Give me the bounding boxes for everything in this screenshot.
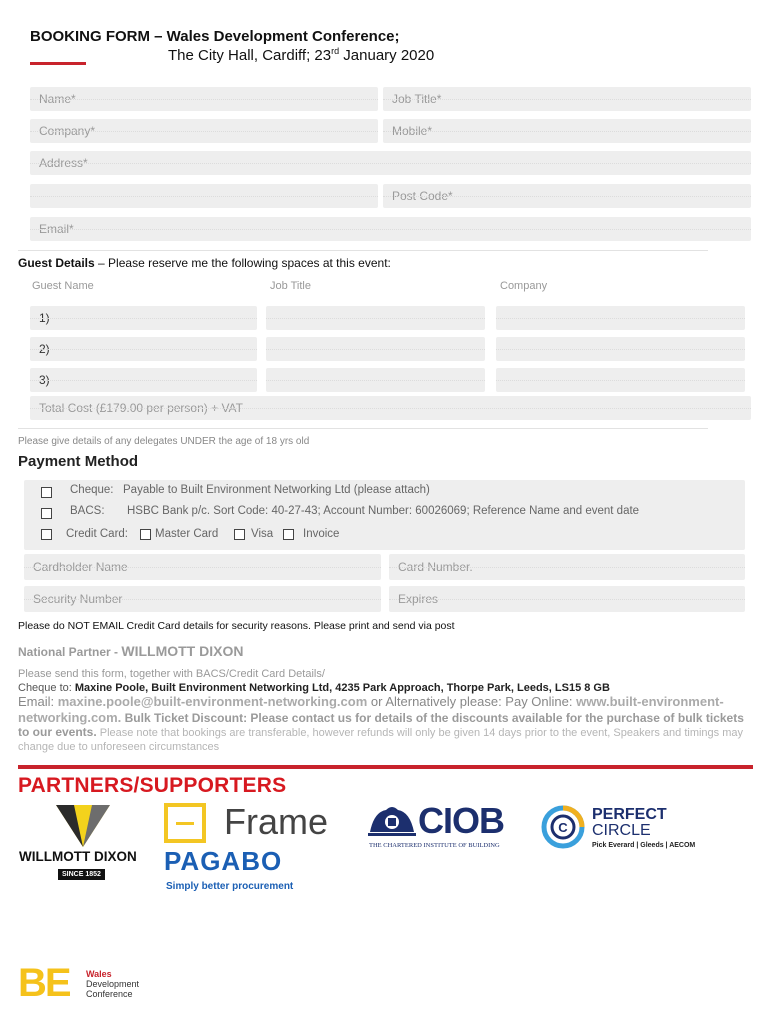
guest-1-company[interactable] xyxy=(496,306,745,330)
form-subtitle: The City Hall, Cardiff; 23rd January 2020 xyxy=(168,46,435,64)
address-line-2-field[interactable] xyxy=(30,184,378,208)
be-line2: Development xyxy=(86,979,140,989)
card-number-field[interactable]: Card Number. xyxy=(389,554,745,580)
ciob-subtitle: THE CHARTERED INSTITUTE OF BUILDING xyxy=(369,842,500,849)
invoice-label: Invoice xyxy=(303,528,340,540)
frame-wordmark: Frame xyxy=(224,801,329,842)
willmott-dixon-name: WILLMOTT DIXON xyxy=(19,849,137,864)
header-accent-rule xyxy=(30,62,86,65)
ciob-crest-icon xyxy=(366,802,418,842)
total-cost-field[interactable]: Total Cost (£179.00 per person) + VAT xyxy=(30,396,751,420)
perfect-circle-line2: CIRCLE xyxy=(592,822,651,839)
guest-1-job-title[interactable] xyxy=(266,306,485,330)
payment-options-panel xyxy=(24,480,745,550)
security-warning: Please do NOT EMAIL Credit Card details for security reasons. Please print and send via post xyxy=(18,620,455,632)
perfect-circle-logo xyxy=(540,802,700,854)
guest-details-heading: Guest Details – Please reserve me the following spaces at this event: xyxy=(18,256,391,270)
guest-1-name[interactable]: 1) xyxy=(30,306,257,330)
master-card-label: Master Card xyxy=(155,528,219,540)
partners-heading: PARTNERS/SUPPORTERS xyxy=(18,774,287,797)
col-job-title: Job Title xyxy=(270,280,311,292)
guest-2-job-title[interactable] xyxy=(266,337,485,361)
be-mark: BE xyxy=(18,961,70,1005)
master-card-checkbox[interactable] xyxy=(140,529,151,540)
willmott-dixon-logo xyxy=(18,803,148,883)
visa-checkbox[interactable] xyxy=(234,529,245,540)
email-field[interactable]: Email* xyxy=(30,217,751,241)
partners-rule xyxy=(18,765,753,769)
willmott-dixon-mark-icon xyxy=(18,803,148,853)
ciob-logo xyxy=(366,800,531,855)
guest-2-company[interactable] xyxy=(496,337,745,361)
address-field[interactable]: Address* xyxy=(30,151,751,175)
be-conference-logo xyxy=(18,961,158,1005)
perfect-circle-sub: Pick Everard | Gleeds | AECOM xyxy=(592,842,696,849)
guest-3-job-title[interactable] xyxy=(266,368,485,392)
credit-card-checkbox[interactable] xyxy=(41,529,52,540)
frame-square-icon xyxy=(164,803,206,843)
post-code-field[interactable]: Post Code* xyxy=(383,184,751,208)
bacs-label: BACS: xyxy=(70,505,105,517)
guest-3-name[interactable]: 3) xyxy=(30,368,257,392)
expires-field[interactable]: Expires xyxy=(389,586,745,612)
pagabo-logo xyxy=(164,846,314,896)
bacs-checkbox[interactable] xyxy=(41,508,52,519)
name-field[interactable]: Name* xyxy=(30,87,378,111)
col-guest-name: Guest Name xyxy=(32,280,94,292)
guest-2-name[interactable]: 2) xyxy=(30,337,257,361)
guest-3-company[interactable] xyxy=(496,368,745,392)
bacs-text: HSBC Bank p/c. Sort Code: 40-27-43; Account Number: 60026069; Reference Name and event date xyxy=(127,505,640,517)
divider xyxy=(18,250,708,251)
payment-method-heading: Payment Method xyxy=(18,453,139,470)
pagabo-wordmark: PAGABO xyxy=(164,846,283,876)
invoice-checkbox[interactable] xyxy=(283,529,294,540)
ciob-wordmark: CIOB xyxy=(418,800,504,841)
company-field[interactable]: Company* xyxy=(30,119,378,143)
cheque-text: Payable to Built Environment Networking Ltd (please attach) xyxy=(123,484,430,496)
be-line1: Wales xyxy=(86,969,112,979)
col-company: Company xyxy=(500,280,548,292)
visa-label: Visa xyxy=(251,528,274,540)
be-line3: Conference xyxy=(86,989,133,999)
perfect-circle-line1: PERFECT xyxy=(592,806,667,823)
form-title: BOOKING FORM – Wales Development Conference; xyxy=(30,28,400,45)
under-18-note: Please give details of any delegates UNDER the age of 18 yrs old xyxy=(18,436,310,447)
cardholder-name-field[interactable]: Cardholder Name xyxy=(24,554,381,580)
job-title-field[interactable]: Job Title* xyxy=(383,87,751,111)
frame-logo xyxy=(164,803,344,845)
cheque-label: Cheque: xyxy=(70,484,114,496)
willmott-dixon-since: SINCE 1852 xyxy=(58,869,105,880)
pagabo-tagline: Simply better procurement xyxy=(166,881,294,892)
svg-text:C: C xyxy=(558,820,568,835)
national-partner-line: National Partner - WILLMOTT DIXON xyxy=(18,643,244,659)
security-number-field[interactable]: Security Number xyxy=(24,586,381,612)
mobile-field[interactable]: Mobile* xyxy=(383,119,751,143)
divider xyxy=(18,428,708,429)
instructions-paragraph: Please send this form, together with BACS/Credit Card Details/ Cheque to: Maxine Poole, Built Environment Networking Ltd, 4235 Park Approach, Thorpe Park, Leeds, LS15 8 GB Email: maxine.poole@built-environment-networking.com or Alternatively please: Pay Online: www.built-environment-networking.com. Bulk Ticket Discount: Please contact us for details of the discounts available for the purchase of bulk tickets to our events. Please note that bookings are transferable, however refunds will only be given 14 days prior to the event, Speakers and timings may change due to unforeseen circumstances xyxy=(18,668,744,753)
credit-card-label: Credit Card: xyxy=(66,528,128,540)
perfect-circle-icon xyxy=(540,804,586,850)
cheque-checkbox[interactable] xyxy=(41,487,52,498)
